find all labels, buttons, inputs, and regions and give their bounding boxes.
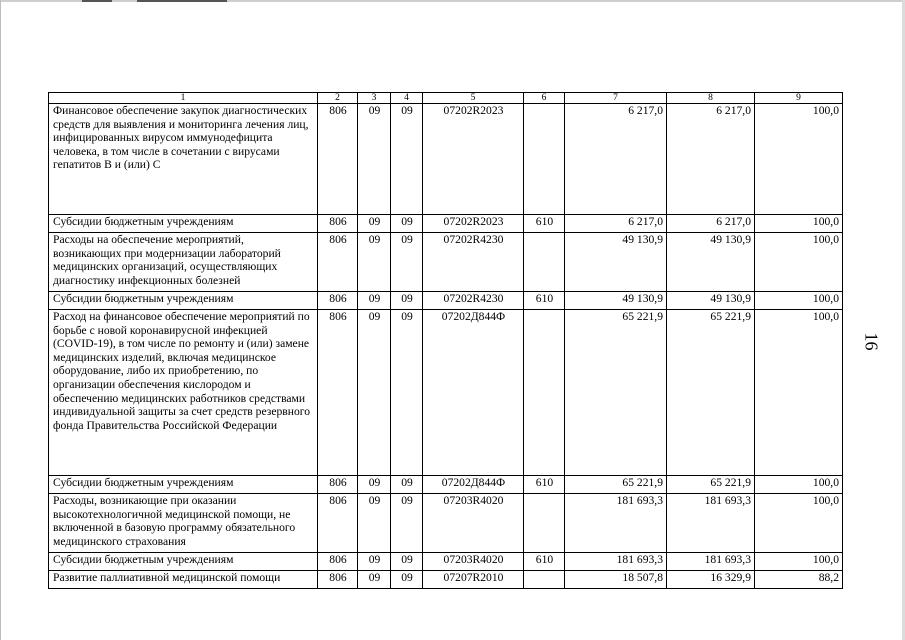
percent-cell: 100,0 xyxy=(755,310,843,476)
table-header-row xyxy=(49,93,843,104)
code-cell: 806 xyxy=(318,571,358,589)
scan-top-edge xyxy=(0,0,905,2)
section-cell: 09 xyxy=(358,494,391,553)
header-cell: 1 xyxy=(49,93,318,104)
subsection-cell: 09 xyxy=(391,104,423,215)
row-name-cell: Субсидии бюджетным учреждениям xyxy=(49,553,318,571)
plan-cell: 18 507,8 xyxy=(565,571,667,589)
target-article-cell: 07202R2023 xyxy=(423,215,524,233)
percent-cell: 100,0 xyxy=(755,233,843,292)
expense-type-cell xyxy=(524,310,565,476)
subsection-cell: 09 xyxy=(391,215,423,233)
page-number: 16 xyxy=(861,332,882,351)
actual-cell: 6 217,0 xyxy=(667,215,755,233)
scan-mark xyxy=(82,0,112,2)
row-name-cell: Субсидии бюджетным учреждениям xyxy=(49,476,318,494)
target-article-cell: 07202R4230 xyxy=(423,233,524,292)
actual-cell: 181 693,3 xyxy=(667,494,755,553)
expense-type-cell: 610 xyxy=(524,215,565,233)
percent-cell: 100,0 xyxy=(755,104,843,215)
section-cell: 09 xyxy=(358,292,391,310)
subsection-cell: 09 xyxy=(391,233,423,292)
plan-cell: 181 693,3 xyxy=(565,494,667,553)
row-name-cell: Субсидии бюджетным учреждениям xyxy=(49,215,318,233)
plan-cell: 6 217,0 xyxy=(565,104,667,215)
plan-cell: 181 693,3 xyxy=(565,553,667,571)
header-cell: 4 xyxy=(391,93,423,104)
expense-type-cell: 610 xyxy=(524,476,565,494)
expense-type-cell xyxy=(524,494,565,553)
budget-table xyxy=(48,92,843,589)
scan-left-edge xyxy=(0,0,1,640)
target-article-cell: 07207R2010 xyxy=(423,571,524,589)
row-name-cell: Развитие паллиативной медицинской помощи xyxy=(49,571,318,589)
expense-type-cell xyxy=(524,571,565,589)
section-cell: 09 xyxy=(358,104,391,215)
plan-cell: 49 130,9 xyxy=(565,233,667,292)
target-article-cell: 07202R2023 xyxy=(423,104,524,215)
actual-cell: 181 693,3 xyxy=(667,553,755,571)
plan-cell: 6 217,0 xyxy=(565,215,667,233)
target-article-cell: 07202Д844Ф xyxy=(423,310,524,476)
actual-cell: 49 130,9 xyxy=(667,233,755,292)
header-cell: 2 xyxy=(318,93,358,104)
code-cell: 806 xyxy=(318,494,358,553)
percent-cell: 100,0 xyxy=(755,494,843,553)
header-cell: 9 xyxy=(755,93,843,104)
header-cell: 7 xyxy=(565,93,667,104)
target-article-cell: 07202R4230 xyxy=(423,292,524,310)
plan-cell: 49 130,9 xyxy=(565,292,667,310)
header-cell: 6 xyxy=(524,93,565,104)
row-name-cell: Субсидии бюджетным учреждениям xyxy=(49,292,318,310)
percent-cell: 100,0 xyxy=(755,553,843,571)
code-cell: 806 xyxy=(318,553,358,571)
header-cell: 5 xyxy=(423,93,524,104)
code-cell: 806 xyxy=(318,310,358,476)
target-article-cell: 07202Д844Ф xyxy=(423,476,524,494)
section-cell: 09 xyxy=(358,215,391,233)
section-cell: 09 xyxy=(358,310,391,476)
scan-mark xyxy=(137,0,227,2)
expense-type-cell: 610 xyxy=(524,553,565,571)
table-row xyxy=(49,476,843,494)
actual-cell: 6 217,0 xyxy=(667,104,755,215)
row-name-cell: Расход на финансовое обеспечение мероприятий по борьбе с новой коронавирусной инфекцией (COVID-19), в том числе по ремонту и (или) замене медицинских изделий, включая медицинское оборудование, либо их приобретению, по организации обеспечения кислородом и обеспечению медицинских работников средствами индивидуальной защиты за счет средств резервного фонда Правительства Российской Федерации xyxy=(49,310,318,476)
table-row xyxy=(49,310,843,476)
target-article-cell: 07203R4020 xyxy=(423,553,524,571)
percent-cell: 100,0 xyxy=(755,215,843,233)
actual-cell: 16 329,9 xyxy=(667,571,755,589)
table-row xyxy=(49,494,843,553)
expense-type-cell: 610 xyxy=(524,292,565,310)
section-cell: 09 xyxy=(358,476,391,494)
table-row xyxy=(49,215,843,233)
actual-cell: 65 221,9 xyxy=(667,476,755,494)
table-row xyxy=(49,571,843,589)
section-cell: 09 xyxy=(358,233,391,292)
subsection-cell: 09 xyxy=(391,310,423,476)
subsection-cell: 09 xyxy=(391,476,423,494)
target-article-cell: 07203R4020 xyxy=(423,494,524,553)
subsection-cell: 09 xyxy=(391,292,423,310)
actual-cell: 49 130,9 xyxy=(667,292,755,310)
subsection-cell: 09 xyxy=(391,494,423,553)
code-cell: 806 xyxy=(318,104,358,215)
header-cell: 3 xyxy=(358,93,391,104)
code-cell: 806 xyxy=(318,233,358,292)
expense-type-cell xyxy=(524,104,565,215)
table-row xyxy=(49,233,843,292)
code-cell: 806 xyxy=(318,292,358,310)
table-row xyxy=(49,104,843,215)
row-name-cell: Финансовое обеспечение закупок диагностических средств для выявления и мониторинга лечения лиц, инфицированных вирусом иммунодефицита человека, в том числе в сочетании с вирусами гепатитов В и (или) С xyxy=(49,104,318,215)
percent-cell: 100,0 xyxy=(755,292,843,310)
percent-cell: 100,0 xyxy=(755,476,843,494)
header-cell: 8 xyxy=(667,93,755,104)
plan-cell: 65 221,9 xyxy=(565,310,667,476)
section-cell: 09 xyxy=(358,571,391,589)
code-cell: 806 xyxy=(318,215,358,233)
table-row xyxy=(49,292,843,310)
actual-cell: 65 221,9 xyxy=(667,310,755,476)
row-name-cell: Расходы, возникающие при оказании высокотехнологичной медицинской помощи, не включенной в базовую программу обязательного медицинского страхования xyxy=(49,494,318,553)
section-cell: 09 xyxy=(358,553,391,571)
expense-type-cell xyxy=(524,233,565,292)
subsection-cell: 09 xyxy=(391,571,423,589)
subsection-cell: 09 xyxy=(391,553,423,571)
percent-cell: 88,2 xyxy=(755,571,843,589)
plan-cell: 65 221,9 xyxy=(565,476,667,494)
row-name-cell: Расходы на обеспечение мероприятий, возникающих при модернизации лабораторий медицинских организаций, осуществляющих диагностику инфекционных болезней xyxy=(49,233,318,292)
table-row xyxy=(49,553,843,571)
code-cell: 806 xyxy=(318,476,358,494)
